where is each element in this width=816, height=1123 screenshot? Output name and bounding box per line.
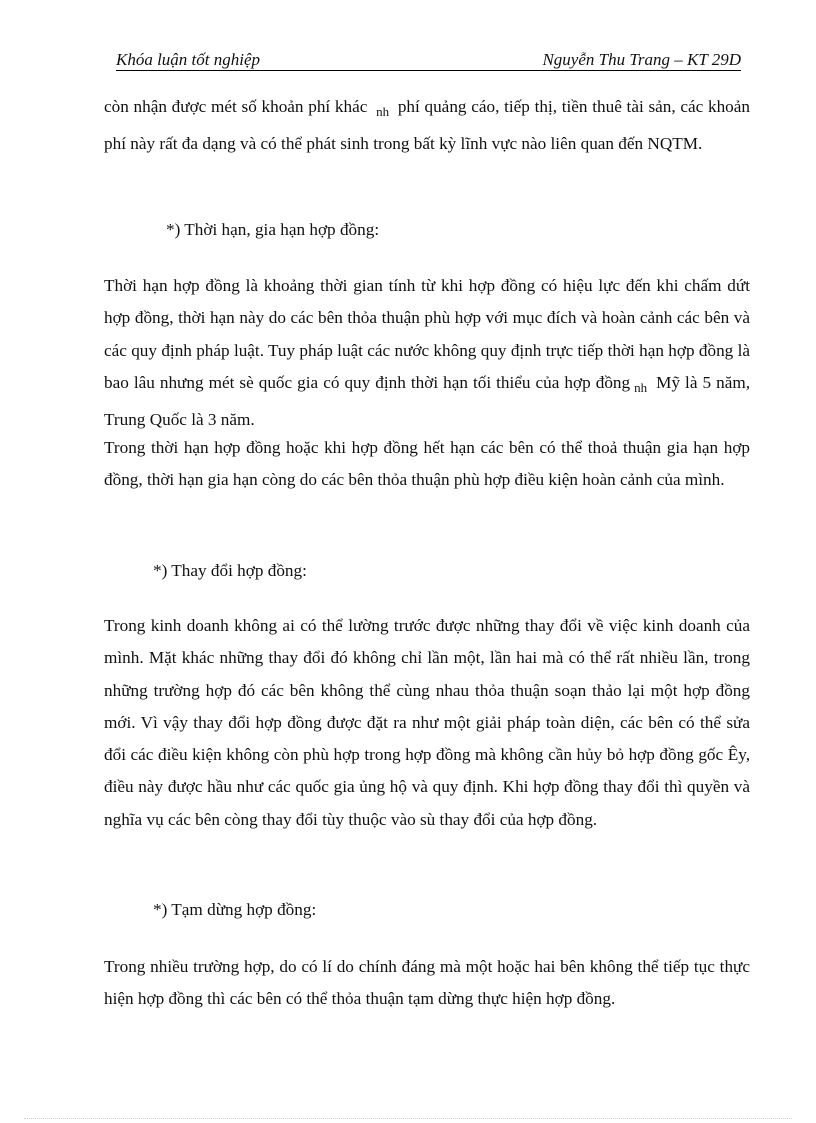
heading-term-extension: *) Thời hạn, gia hạn hợp đồng: bbox=[166, 220, 380, 239]
paragraph-fees-text-b: phí quảng cáo, tiếp thị, tiền thuê tài sản, các khoản phí này rất đa dạng và có thể phát sinh trong bất kỳ lĩnh vực nào liên quan đến NQTM. bbox=[104, 97, 750, 154]
paragraph-extension: Trong thời hạn hợp đồng hoặc khi hợp đồng hết hạn các bên có thể thoả thuận gia hạn hợp đồng, thời hạn gia hạn còng do các bên thỏa thuận phù hợp điều kiện hoàn cảnh của mình. bbox=[104, 438, 750, 490]
page-bottom-dotted-line bbox=[24, 1118, 792, 1119]
header-rule bbox=[116, 70, 741, 71]
paragraph-fees-nh: nh bbox=[376, 104, 390, 119]
paragraph-term-nh: nh bbox=[634, 379, 648, 395]
page-header bbox=[116, 50, 741, 72]
paragraph-contract-change: Trong kinh doanh không ai có thể lường trước được những thay đổi về việc kinh doanh của mình. Mặt khác những thay đổi đó không chỉ lần một, lần hai mà có thể rất nhiều lần, trong những trường hợp đó các bên không thể cùng nhau thỏa thuận soạn thảo lại một hợp đồng mới. Vì vậy thay đổi hợp đồng được đặt ra như một giải pháp toàn diện, các bên có thể sửa đổi các điều kiện không còn phù hợp trong hợp đồng mà không cần hủy bỏ hợp đồng gốc Êy, điều này được hầu như các quốc gia ủng hộ và quy định. Khi hợp đồng thay đổi thì quyền và nghĩa vụ các bên còng thay đổi tùy thuộc vào sù thay đổi của hợp đồng. bbox=[104, 616, 750, 829]
paragraph-term-text-b: Mỹ là 5 năm, Trung Quốc là 3 năm. bbox=[104, 372, 751, 430]
header-left-title: Khóa luận tốt nghiệp bbox=[116, 50, 261, 69]
paragraph-term bbox=[104, 270, 750, 436]
paragraph-fees bbox=[104, 91, 750, 161]
paragraph-term-text-a: Thời hạn hợp đồng là khoảng thời gian tính từ khi hợp đồng có hiệu lực đến khi chấm dứt hợp đồng, thời hạn này do các bên thỏa thuận phù hợp với mục đích và hoàn cảnh các bên và các quy định pháp luật. Tuy pháp luật các nước không quy định trực tiếp thời hạn hợp đồng là bao lâu nhưng mét sè quốc gia có quy định thời hạn tối thiểu của hợp đồng bbox=[104, 276, 750, 392]
paragraph-contract-suspension: Trong nhiều trường hợp, do có lí do chính đáng mà một hoặc hai bên không thể tiếp tục thực hiện hợp đồng thì các bên có thể thỏa thuận tạm dừng thực hiện hợp đồng. bbox=[104, 957, 750, 1009]
heading-contract-change: *) Thay đổi hợp đồng: bbox=[153, 561, 307, 580]
heading-contract-suspension: *) Tạm dừng hợp đồng: bbox=[153, 900, 317, 919]
paragraph-fees-text-a: còn nhận được mét số khoản phí khác bbox=[104, 97, 373, 116]
header-right-author: Nguyễn Thu Trang – KT 29D bbox=[542, 50, 741, 69]
